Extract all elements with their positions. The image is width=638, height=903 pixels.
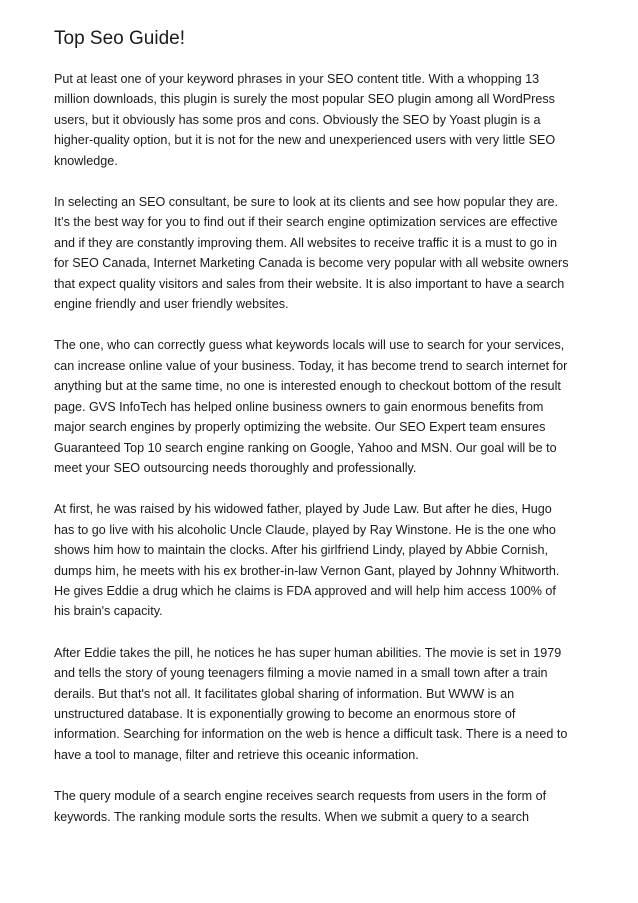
- text-line: The one, who can correctly guess what keywords locals will use to search for your services,: [54, 338, 565, 353]
- text-line: can increase online value of your business. Today, it has become trend to search internet for: [54, 358, 568, 373]
- text-line: Put at least one of your keyword phrases in your SEO content title. With a whopping 13: [54, 72, 540, 86]
- text-line: At first, he was raised by his widowed father, played by Jude Law. But after he dies, Hugo: [54, 502, 552, 517]
- text-line: shows him how to maintain the clocks. After his girlfriend Lindy, played by Abbie Cornish,: [54, 543, 548, 558]
- text-line: his brain's capacity.: [54, 604, 163, 619]
- text-line: users, but it obviously has some pros and cons. Obviously the SEO by Yoast plugin is a: [54, 112, 541, 127]
- text-line: After Eddie takes the pill, he notices he has super human abilities. The movie is set in 1979: [54, 645, 562, 660]
- text-line: derails. But that's not all. It facilitates global sharing of information. But WWW is an: [54, 686, 515, 701]
- text-line: dumps him, he meets with his ex brother-in-law Vernon Gant, played by Johnny Whitworth.: [54, 563, 560, 578]
- paragraph-6: [54, 786, 584, 827]
- text-line: for SEO Canada, Internet Marketing Canada is become very popular with all website owners: [54, 256, 569, 271]
- text-line: anything but at the same time, no one is interested enough to checkout bottom of the result: [54, 379, 561, 394]
- paragraph-5: [54, 643, 584, 765]
- text-line: have a tool to manage, filter and retrieve this oceanic information.: [54, 747, 419, 762]
- text-line: keywords. The ranking module sorts the results. When we submit a query to a search: [54, 809, 530, 824]
- text-line: Guaranteed Top 10 search engine ranking on Google, Yahoo and MSN. Our goal will be to: [54, 440, 557, 455]
- document-title: Top Seo Guide!: [54, 28, 185, 49]
- text-line: He gives Eddie a drug which he claims is FDA approved and will help him access 100% of: [54, 583, 556, 598]
- text-line: meet your SEO outsourcing needs thoroughly and professionally.: [54, 460, 417, 475]
- paragraph-1: [54, 69, 584, 171]
- text-line: and if they are constantly improving them. All websites to receive traffic it is a must to go in: [54, 235, 558, 250]
- text-line: million downloads, this plugin is surely the most popular SEO plugin among all WordPress: [54, 92, 555, 107]
- text-line: In selecting an SEO consultant, be sure to look at its clients and see how popular they are.: [54, 195, 559, 210]
- paragraph-4: [54, 499, 584, 621]
- text-line: unstructured database. It is exponentially growing to become an enormous store of: [54, 706, 516, 721]
- text-line: higher-quality option, but it is not for the new and unexperienced users with very little SEO: [54, 133, 556, 148]
- text-line: and tells the story of young teenagers filming a movie named in a small town after a train: [54, 666, 548, 681]
- text-line: information. Searching for information on the web is hence a difficult task. There is a need to: [54, 727, 568, 742]
- text-line: has to go live with his alcoholic Uncle Claude, played by Ray Winstone. He is the one who: [54, 522, 556, 537]
- paragraph-3: [54, 335, 584, 478]
- text-line: knowledge.: [54, 153, 118, 168]
- text-line: It’s the best way for you to find out if their search engine optimization services are effective: [54, 215, 558, 230]
- text-line: that expect quality visitors and sales from their website. It is also important to have a search: [54, 276, 565, 291]
- text-line: major search engines by properly optimizing the website. Our SEO Expert team ensures: [54, 420, 546, 435]
- document-page: [54, 26, 584, 827]
- text-line: page. GVS InfoTech has helped online business owners to gain enormous benefits from: [54, 399, 544, 414]
- paragraph-2: [54, 192, 584, 314]
- text-line: The query module of a search engine receives search requests from users in the form of: [54, 789, 547, 804]
- text-line: engine friendly and user friendly websites.: [54, 297, 289, 312]
